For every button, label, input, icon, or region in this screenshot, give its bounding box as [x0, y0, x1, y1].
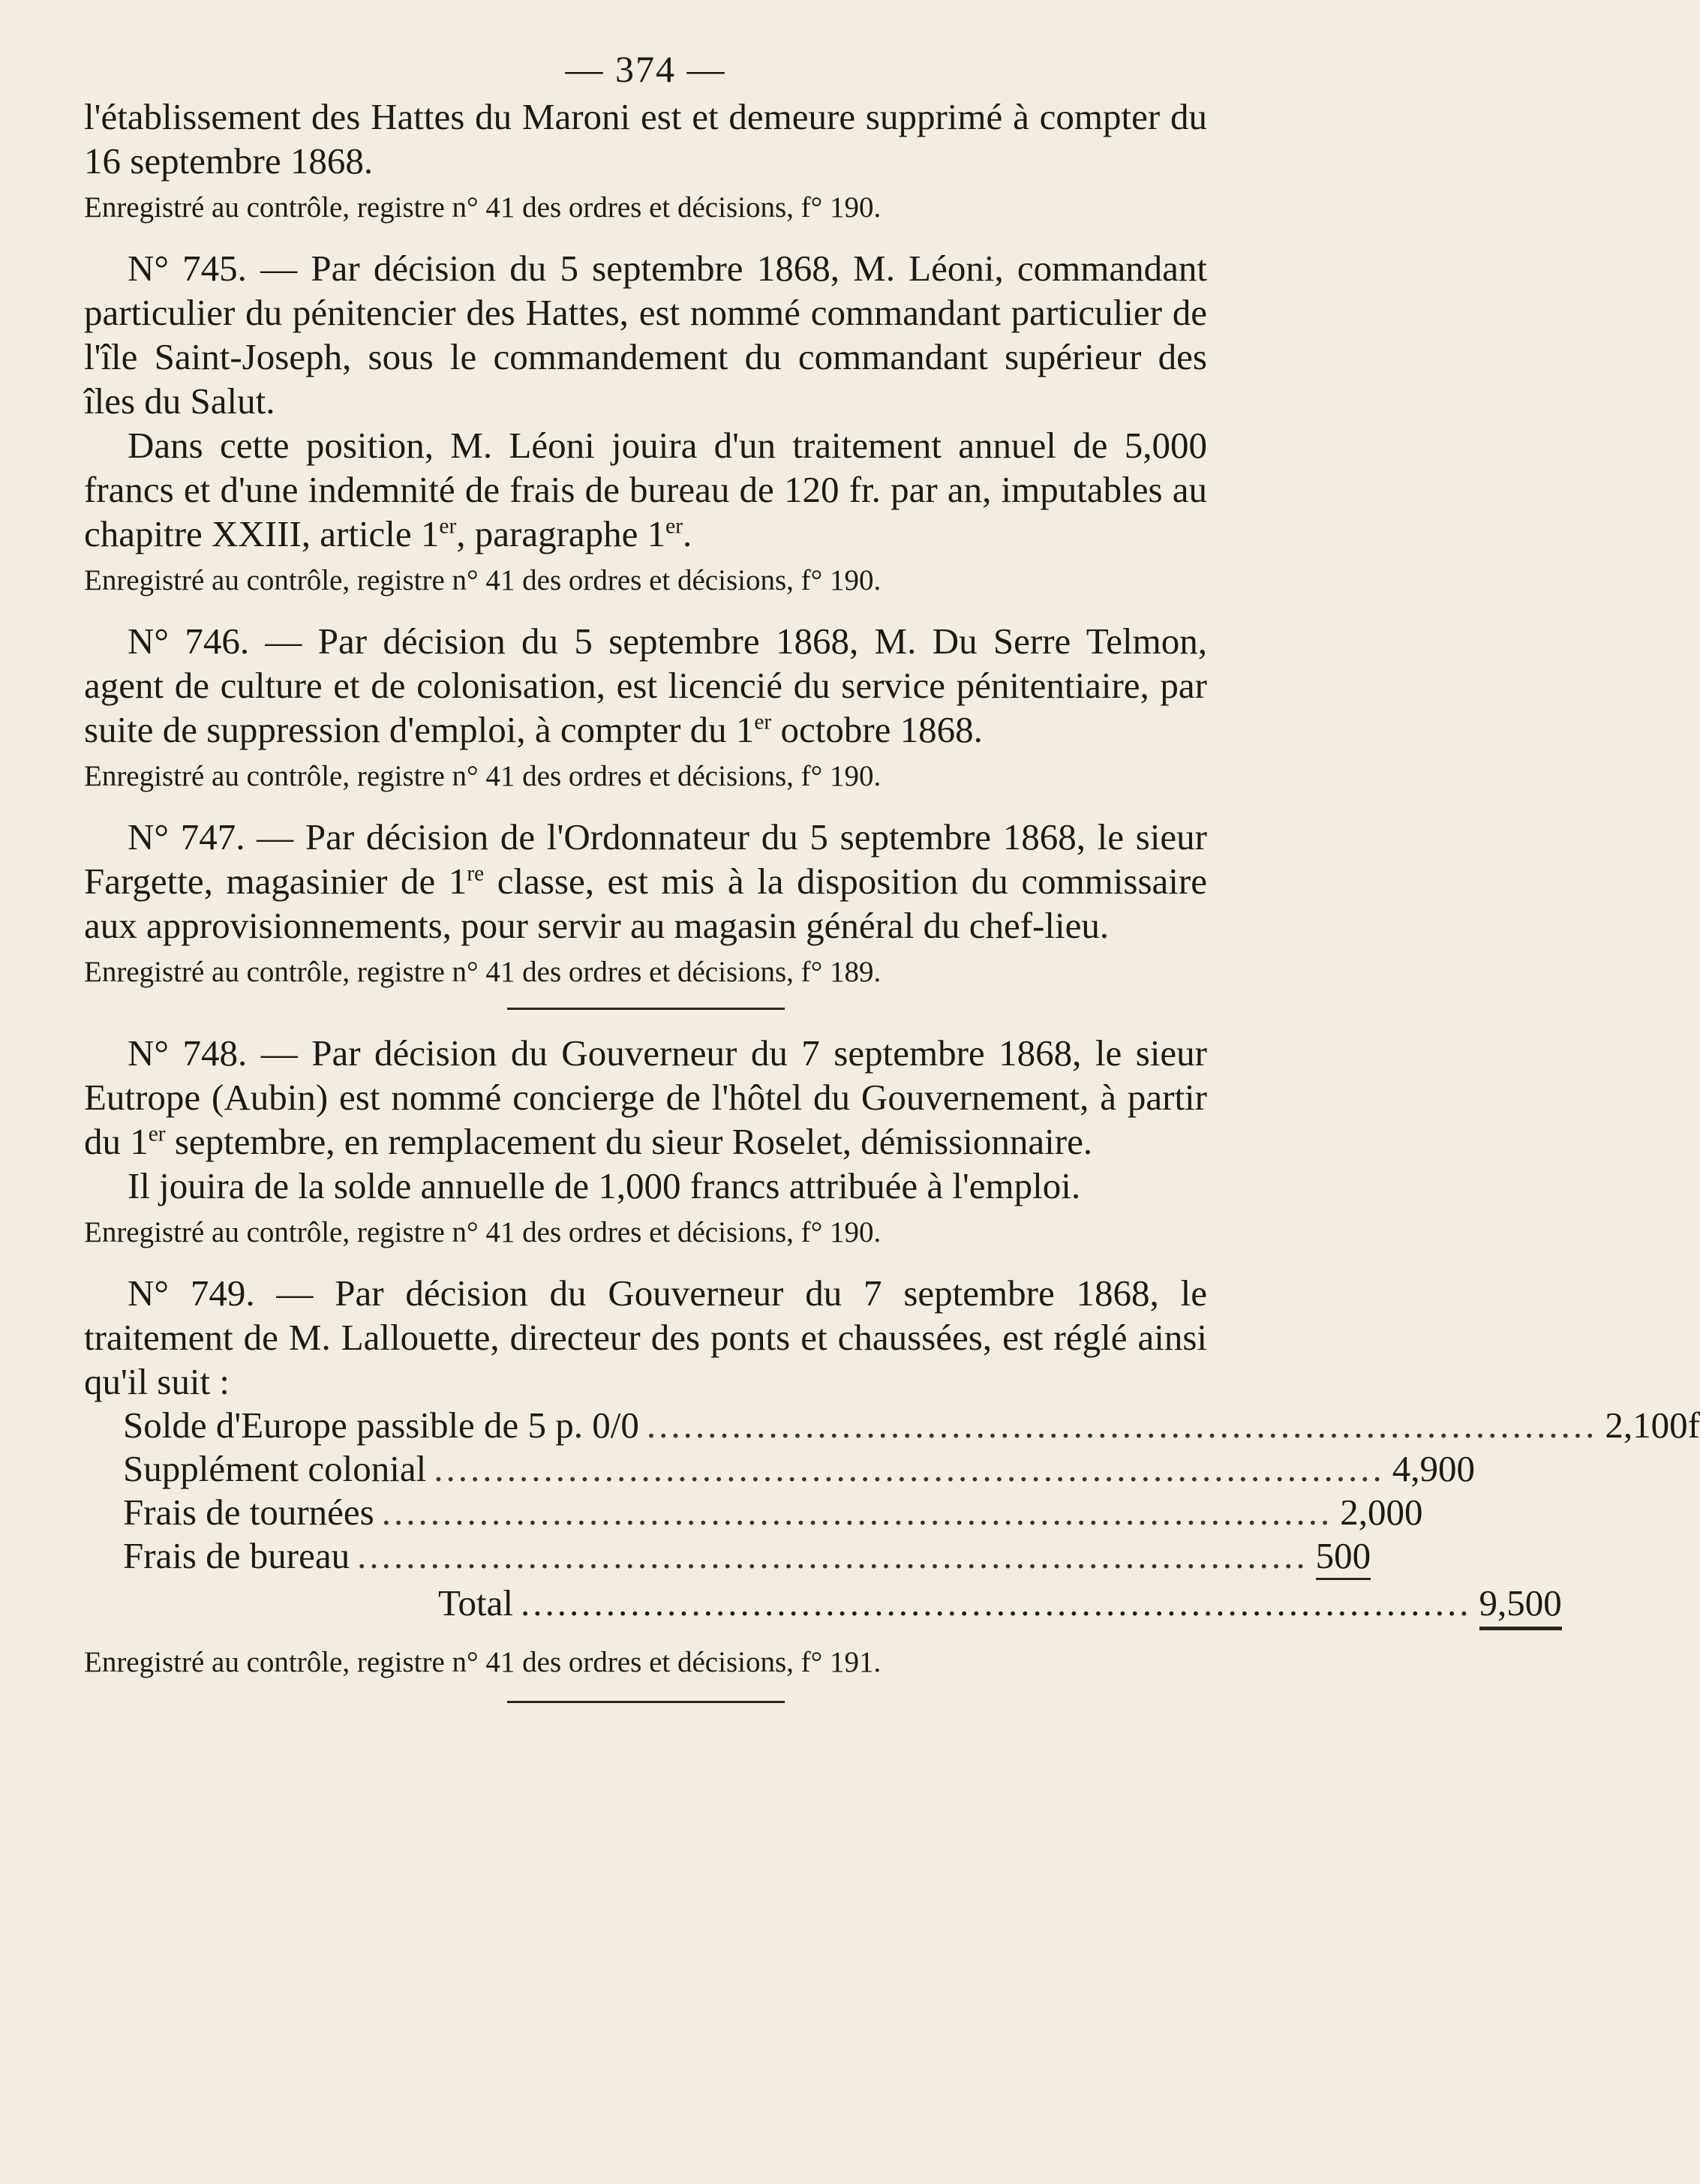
salary-row	[123, 1447, 1475, 1491]
paragraph-text: , paragraphe 1	[456, 513, 666, 554]
paragraph-text: Il jouira de la solde annuelle de 1,000 francs attribuée à l'emploi.	[128, 1165, 1081, 1206]
salary-row-label: Supplément colonial	[123, 1448, 427, 1489]
paragraph-text: .	[683, 513, 692, 554]
registration-note: Enregistré au contrôle, registre n° 41 des ordres et décisions, f° 190.	[84, 760, 882, 792]
superscript: er	[754, 710, 772, 735]
decision-number: N° 748. —	[128, 1032, 312, 1074]
paragraph-text: septembre, en remplacement du sieur Roselet, démissionnaire.	[165, 1121, 1093, 1162]
registration-note: Enregistré au contrôle, registre n° 41 des ordres et décisions, f° 189.	[84, 956, 882, 988]
paragraph-text: Par décision de l'Ordonnateur du 5 septembre 1868, le sieur Fargette, magasinier de 1	[84, 816, 1208, 902]
registration-note: Enregistré au contrôle, registre n° 41 des ordres et décisions, f° 190.	[84, 191, 882, 224]
superscript: er	[439, 514, 457, 539]
leader-dots: ..............................................................................	[357, 1535, 1308, 1576]
salary-row	[123, 1404, 1700, 1447]
salary-row-label: Solde d'Europe passible de 5 p. 0/0	[123, 1404, 639, 1446]
paragraph-text: Par décision du 5 septembre 1868, M. Du Serre Telmon, agent de culture et de colonisation, est licencié du service pénitentiaire, par suite de suppression d'emploi, à compter du 1	[84, 620, 1207, 750]
registration-note: Enregistré au contrôle, registre n° 41 des ordres et décisions, f° 190.	[84, 564, 882, 596]
paragraph-text: l'établissement des Hattes du Maroni est et demeure supprimé à compter du 16 septembre 1868.	[84, 96, 1207, 182]
paragraph-text: Par décision du Gouverneur du 7 septembre 1868, le traitement de M. Lallouette, directeur des ponts et chaussées, est réglé ainsi qu'il suit :	[84, 1272, 1207, 1402]
decision-number: N° 745. —	[128, 248, 311, 289]
superscript: er	[665, 514, 683, 539]
registration-note: Enregistré au contrôle, registre n° 41 des ordres et décisions, f° 191.	[84, 1646, 882, 1678]
salary-row-amount: 2,000	[1340, 1492, 1423, 1533]
salary-row-amount: 2,100f	[1605, 1404, 1700, 1446]
superscript: re	[467, 861, 485, 886]
salary-total-label: Total	[438, 1582, 513, 1624]
salary-row	[123, 1491, 1423, 1534]
decision-number: N° 749. —	[128, 1272, 335, 1314]
paragraph-text: classe, est mis à la disposition du commissaire aux approvisionnements, pour servir au magasin général du chef-lieu.	[84, 861, 1207, 946]
salary-total-row	[438, 1580, 1562, 1630]
page-number: — 374 —	[565, 48, 726, 90]
salary-row-amount: 500	[1316, 1534, 1371, 1580]
decision-number: N° 746. —	[128, 620, 318, 662]
leader-dots: ..............................................................................	[434, 1448, 1385, 1489]
salary-table	[123, 1404, 1700, 1630]
salary-total-amount: 9,500	[1479, 1580, 1562, 1630]
superscript: er	[148, 1122, 166, 1146]
leader-dots: ..............................................................................	[646, 1404, 1598, 1446]
registration-note: Enregistré au contrôle, registre n° 41 des ordres et décisions, f° 190.	[84, 1216, 882, 1248]
leader-dots: ..............................................................................	[521, 1582, 1472, 1624]
decision-748	[84, 1031, 1207, 1164]
salary-row	[123, 1534, 1371, 1580]
paragraph-text: Par décision du Gouverneur du 7 septembre 1868, le sieur Eutrope (Aubin) est nommé concierge de l'hôtel du Gouvernement, à partir du 1	[84, 1032, 1207, 1162]
paragraph-continuation	[84, 95, 1207, 183]
decision-748-salary	[84, 1164, 1207, 1208]
salary-row-amount: 4,900	[1392, 1448, 1475, 1489]
leader-dots: ..............................................................................	[381, 1492, 1333, 1533]
paragraph-text: Par décision du 5 septembre 1868, M. Léoni, commandant particulier du pénitencier des Hattes, est nommé commandant particulier de l'île Saint-Joseph, sous le commandement du commandant supérieur des îles du Salut.	[84, 248, 1208, 422]
salary-row-label: Frais de tournées	[123, 1492, 374, 1533]
section-divider	[507, 1008, 785, 1010]
decision-745-salary	[84, 423, 1207, 556]
salary-row-label: Frais de bureau	[123, 1535, 350, 1576]
decision-745	[84, 246, 1207, 423]
decision-746	[84, 619, 1207, 752]
decision-747	[84, 815, 1207, 948]
section-divider	[507, 1701, 785, 1703]
paragraph-text: octobre 1868.	[771, 709, 983, 750]
decision-749	[84, 1271, 1207, 1404]
paragraph-text: Dans cette position, M. Léoni jouira d'un traitement annuel de 5,000 francs et d'une indemnité de frais de bureau de 120 fr. par an, imputables au chapitre XXIII, article 1	[84, 425, 1207, 554]
decision-number: N° 747. —	[128, 816, 305, 858]
